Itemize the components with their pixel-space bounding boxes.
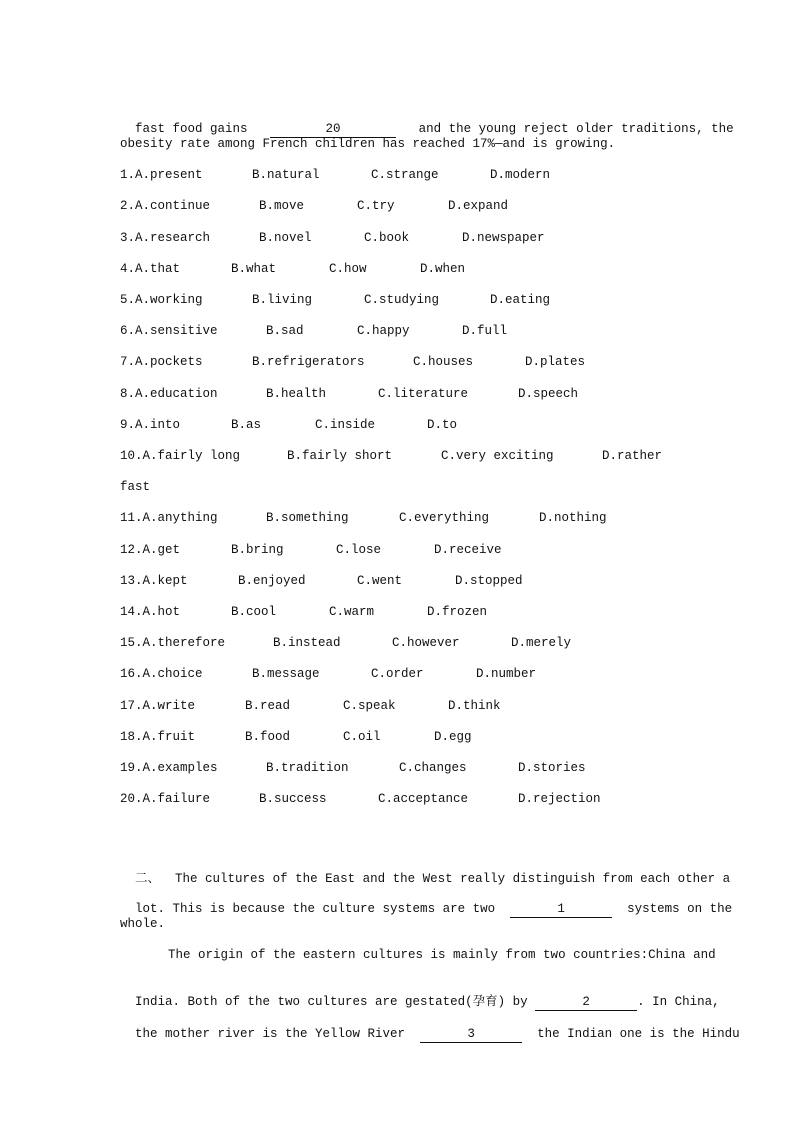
section2-text: systems on the [627,902,733,916]
option-a[interactable]: 15.A.therefore [120,636,226,650]
question-row [120,323,680,339]
option-a[interactable]: 9.A.into [120,418,181,432]
option-d[interactable]: D.expand [448,199,509,213]
option-b[interactable]: B.sad [266,324,304,338]
option-a[interactable]: 19.A.examples [120,761,218,775]
option-a[interactable]: 2.A.continue [120,199,211,213]
option-b[interactable]: B.bring [231,543,284,557]
answer-blank-20[interactable]: 20 [270,121,396,138]
option-d[interactable]: D.full [462,324,508,338]
question-row [120,791,680,807]
section2-line-2 [120,885,732,918]
answer-blank-2[interactable]: 2 [535,994,637,1011]
option-d[interactable]: D.egg [434,730,472,744]
option-d[interactable]: D.speech [518,387,579,401]
option-b[interactable]: B.fairly short [287,449,393,463]
option-c[interactable]: C.oil [343,730,381,744]
option-b[interactable]: B.move [259,199,305,213]
option-c[interactable]: C.speak [343,699,396,713]
option-d[interactable]: D.rather [602,449,663,463]
question-row [120,760,680,776]
question-row [120,354,680,370]
option-a[interactable]: 10.A.fairly long [120,449,241,463]
option-c[interactable]: C.how [329,262,367,276]
option-a[interactable]: 6.A.sensitive [120,324,218,338]
question-row [120,729,680,745]
option-d[interactable]: D.eating [490,293,551,307]
option-d[interactable]: D.think [448,699,501,713]
option-b[interactable]: B.instead [273,636,341,650]
option-a[interactable]: 11.A.anything [120,511,218,525]
answer-blank-1[interactable]: 1 [510,901,612,918]
question-row [120,698,680,714]
option-a[interactable]: 20.A.failure [120,792,211,806]
option-c[interactable]: C.went [357,574,403,588]
option-a[interactable]: 14.A.hot [120,605,181,619]
option-a[interactable]: 16.A.choice [120,667,203,681]
option-c[interactable]: C.changes [399,761,467,775]
question-row [120,448,680,464]
question-row [120,542,680,558]
option-b[interactable]: B.cool [231,605,277,619]
section-marker: 二、 [135,870,161,885]
option-a[interactable]: 18.A.fruit [120,730,196,744]
option-a[interactable]: 4.A.that [120,262,181,276]
option-c[interactable]: C.order [371,667,424,681]
option-c[interactable]: C.houses [413,355,474,369]
option-a[interactable]: 3.A.research [120,231,211,245]
option-d[interactable]: D.nothing [539,511,607,525]
option-c[interactable]: C.everything [399,511,490,525]
section2-text: lot. This is because the culture systems are two [135,902,496,916]
section2-text: the Indian one is the Hindu [537,1027,740,1041]
option-b[interactable]: B.read [245,699,291,713]
option-d[interactable]: D.newspaper [462,231,545,245]
option-d[interactable]: D.frozen [427,605,488,619]
intro-line-2: obesity rate among French children has reached 17%—and is growing. [120,137,616,151]
option-b[interactable]: B.something [266,511,349,525]
question-row [120,386,680,402]
option-c[interactable]: C.literature [378,387,469,401]
question-row [120,573,680,589]
option-d[interactable]: D.plates [525,355,586,369]
section2-text: India. Both of the two cultures are gestated(孕育) by [135,995,528,1009]
option-c[interactable]: C.lose [336,543,382,557]
section2-text: . In China, [637,995,720,1009]
question-row [120,167,680,183]
option-c[interactable]: C.however [392,636,460,650]
option-b[interactable]: B.tradition [266,761,349,775]
question-row [120,230,680,246]
option-a[interactable]: 1.A.present [120,168,203,182]
section2-text: the mother river is the Yellow River [135,1027,406,1041]
option-d[interactable]: D.stories [518,761,586,775]
option-b[interactable]: B.novel [259,231,312,245]
question-row [120,666,680,682]
option-b[interactable]: B.refrigerators [252,355,365,369]
option-d[interactable]: D.merely [511,636,572,650]
option-b[interactable]: B.what [231,262,277,276]
intro-text-a: fast food gains [135,122,248,136]
option-d[interactable]: D.when [420,262,466,276]
section2-line-4: The origin of the eastern cultures is mainly from two countries:China and [168,948,716,962]
option-b[interactable]: B.as [231,418,262,432]
section2-line-5 [120,978,720,1011]
option-b[interactable]: B.enjoyed [238,574,306,588]
option-a[interactable]: 12.A.get [120,543,181,557]
option-c[interactable]: C.studying [364,293,440,307]
option-a[interactable]: 17.A.write [120,699,196,713]
option-a[interactable]: 13.A.kept [120,574,188,588]
option-a[interactable]: 7.A.pockets [120,355,203,369]
option-wrap-text: fast [120,480,151,494]
option-c[interactable]: C.warm [329,605,375,619]
option-d[interactable]: D.stopped [455,574,523,588]
question-row [120,635,680,651]
option-d[interactable]: D.number [476,667,537,681]
option-a[interactable]: 5.A.working [120,293,203,307]
intro-line-1 [120,105,734,138]
question-row [120,261,680,277]
option-d[interactable]: D.rejection [518,792,601,806]
option-b[interactable]: B.living [252,293,313,307]
option-b[interactable]: B.natural [252,168,320,182]
intro-text-b: and the young reject older traditions, the [418,122,734,136]
option-c[interactable]: C.strange [371,168,439,182]
question-row [120,604,680,620]
question-row [120,510,680,526]
option-d[interactable]: D.receive [434,543,502,557]
question-row [120,198,680,214]
option-c[interactable]: C.try [357,199,395,213]
option-d[interactable]: D.to [427,418,458,432]
option-d[interactable]: D.modern [490,168,551,182]
option-c[interactable]: C.happy [357,324,410,338]
section2-line-3: whole. [120,917,166,931]
option-a[interactable]: 8.A.education [120,387,218,401]
option-c[interactable]: C.inside [315,418,376,432]
section2-line-6 [120,1010,740,1043]
question-row [120,292,680,308]
option-c[interactable]: C.acceptance [378,792,469,806]
section2-text: The cultures of the East and the West really distinguish from each other a [175,872,731,886]
section2-line-1 [120,854,730,887]
option-c[interactable]: C.very exciting [441,449,554,463]
option-b[interactable]: B.food [245,730,291,744]
option-b[interactable]: B.message [252,667,320,681]
option-c[interactable]: C.book [364,231,410,245]
option-b[interactable]: B.health [266,387,327,401]
question-row [120,417,680,433]
option-b[interactable]: B.success [259,792,327,806]
answer-blank-3[interactable]: 3 [420,1026,522,1043]
